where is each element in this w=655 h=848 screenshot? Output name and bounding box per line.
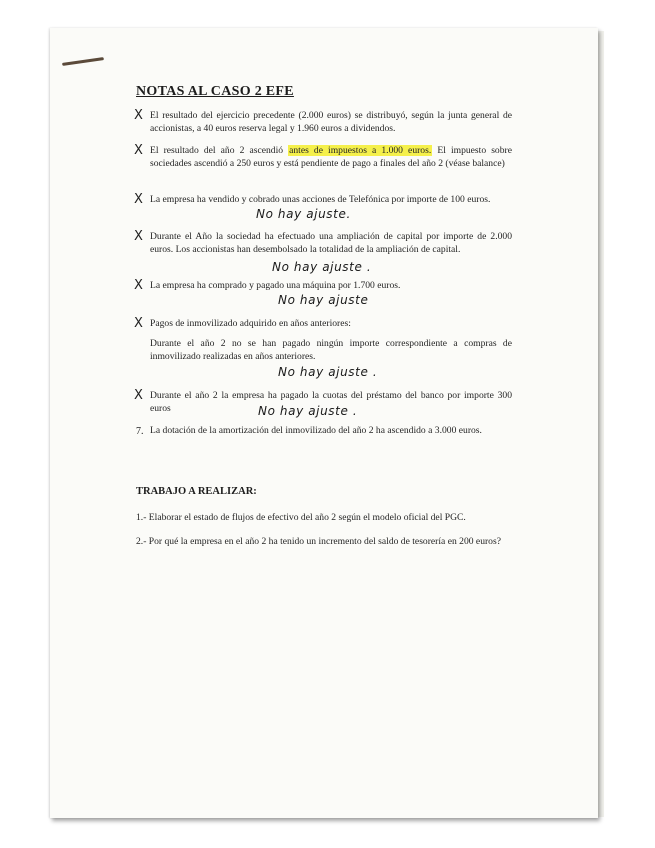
note-6-detail-text: Durante el año 2 no se han pagado ningún importe correspondiente a compras de inmovilizado realizadas en años anteriores. (150, 338, 512, 362)
cross-mark-icon: X (134, 143, 143, 158)
note-8-text: La dotación de la amortización del inmovilizado del año 2 ha ascendido a 3.000 euros. (150, 425, 482, 436)
note-3 (136, 194, 512, 207)
note-6-text: Pagos de inmovilizado adquirido en años anteriores: (150, 318, 351, 329)
note-1 (136, 110, 512, 135)
note-6 (136, 318, 512, 331)
note-4 (136, 231, 512, 256)
cross-mark-icon: X (134, 108, 143, 123)
highlighted-text: antes de impuestos a 1.000 euros. (289, 145, 432, 156)
handwritten-annotation: No hay ajuste . (278, 365, 378, 379)
handwritten-annotation: No hay ajuste . (272, 260, 372, 274)
note-5 (136, 280, 512, 293)
note-6-detail (136, 338, 512, 363)
task-2: 2.- Por qué la empresa en el año 2 ha tenido un incremento del saldo de tesorería en 200 euros? (136, 536, 501, 547)
note-number: 7. (136, 426, 144, 437)
note-2-text: El resultado del año 2 ascendió antes de impuestos a 1.000 euros. El impuesto sobre sociedades ascendió a 250 euros y está pendiente de pago a finales del año 2 (véase balance) (150, 145, 512, 169)
note-7-text: Durante el año 2 la empresa ha pagado la cuotas del préstamo del banco por importe 300 euros (150, 390, 512, 414)
cross-mark-icon: X (134, 316, 143, 331)
note-3-text: La empresa ha vendido y cobrado unas acciones de Telefónica por importe de 100 euros. (150, 194, 491, 205)
note-2 (136, 145, 512, 170)
cross-mark-icon: X (134, 192, 143, 207)
task-1: 1.- Elaborar el estado de flujos de efectivo del año 2 según el modelo oficial del PGC. (136, 512, 466, 523)
cross-mark-icon: X (134, 278, 143, 293)
handwritten-annotation: No hay ajuste . (258, 404, 358, 418)
handwritten-annotation: No hay ajuste. (256, 207, 351, 221)
note-4-text: Durante el Año la sociedad ha efectuado una ampliación de capital por importe de 2.000 euros. Los accionistas han desembolsado la totalidad de la ampliación de capital. (150, 231, 512, 255)
note-5-text: La empresa ha comprado y pagado una máquina por 1.700 euros. (150, 280, 401, 291)
cross-mark-icon: X (134, 388, 143, 403)
handwritten-annotation: No hay ajuste (278, 293, 369, 307)
page-title: NOTAS AL CASO 2 EFE (136, 84, 294, 99)
note-8 (136, 425, 512, 438)
cross-mark-icon: X (134, 229, 143, 244)
note-1-text: El resultado del ejercicio precedente (2.000 euros) se distribuyó, según la junta general de accionistas, a 40 euros reserva legal y 1.960 euros a dividendos. (150, 110, 512, 134)
section-title: TRABAJO A REALIZAR: (136, 486, 257, 497)
